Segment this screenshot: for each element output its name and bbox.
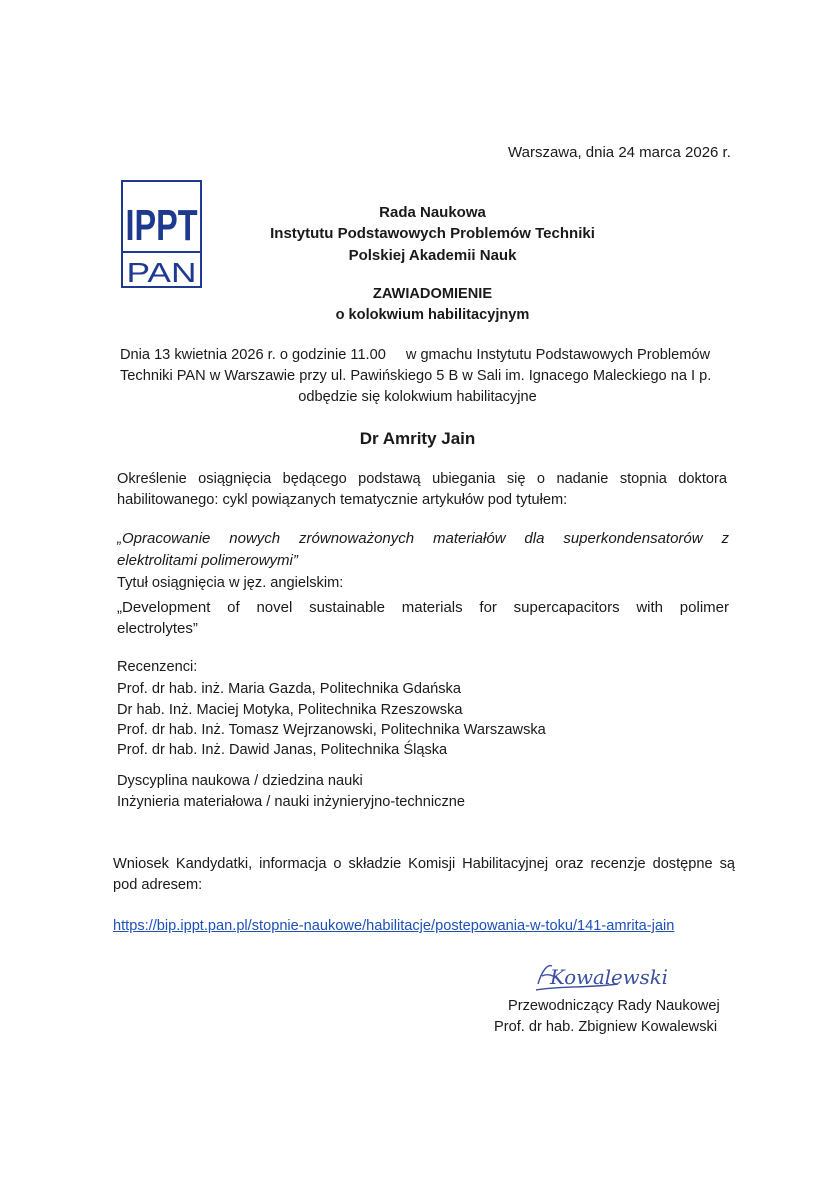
document-date: Warszawa, dnia 24 marca 2026 r. (508, 144, 731, 161)
notice-title: ZAWIADOMIENIE (372, 286, 493, 302)
reviewer-item: Prof. dr hab. Inż. Dawid Janas, Politechnika Śląska (117, 742, 448, 758)
achievement-line-1: Określenie osiągnięcia będącego podstawą ubiegania się o nadanie stopnia doktora (117, 471, 727, 487)
reviewer-item: Prof. dr hab. inż. Maria Gazda, Politechnika Gdańska (117, 681, 461, 697)
handwritten-signature (528, 958, 678, 998)
header-institute: Instytutu Podstawowych Problemów Techniki (270, 225, 595, 242)
application-line-1: Wniosek Kandydatki, informacja o składzie Komisji Habilitacyjnej oraz recenzje dostępne są (113, 856, 735, 872)
discipline-value: Inżynieria materiałowa / nauki inżynieryjno-techniczne (117, 794, 465, 810)
header-council: Rada Naukowa (379, 204, 486, 221)
ippt-pan-logo (121, 180, 202, 288)
application-line-2: pod adresem: (113, 877, 203, 893)
title-pl-line-1: „Opracowanie nowych zrównoważonych materiałów dla superkondensatorów z (117, 530, 729, 547)
logo-bottom-text: PAN (126, 257, 197, 288)
meeting-line-2: Techniki PAN w Warszawie przy ul. Pawińskiego 5 B w Sali im. Ignacego Maleckiego na I p. (120, 368, 712, 384)
discipline-heading: Dyscyplina naukowa / dziedzina nauki (117, 773, 363, 789)
title-en-line-1: „Development of novel sustainable materials for supercapacitors with polimer (117, 599, 729, 616)
reviewer-item: Prof. dr hab. Inż. Tomasz Wejrzanowski, Politechnika Warszawska (117, 722, 546, 738)
notice-subtitle: o kolokwium habilitacyjnym (335, 307, 530, 323)
meeting-location: w gmachu Instytutu Podstawowych Problemów (405, 347, 711, 363)
meeting-line-1 (120, 347, 710, 363)
reviewers-heading: Recenzenci: (117, 659, 198, 675)
logo-top-text: IPPT (125, 201, 198, 250)
title-en-line-2: electrolytes” (117, 620, 198, 637)
bip-link[interactable]: https://bip.ippt.pan.pl/stopnie-naukowe/habilitacje/postepowania-w-toku/141-amrita-jain (113, 918, 675, 934)
achievement-line-2: habilitowanego: cykl powiązanych tematycznie artykułów pod tytułem: (117, 492, 568, 508)
candidate-name: Dr Amrity Jain (359, 429, 476, 448)
signature-text: Kowalewski (549, 965, 668, 989)
title-pl-line-2: elektrolitami polimerowymi” (117, 552, 298, 569)
signatory-role: Przewodniczący Rady Naukowej (508, 998, 720, 1014)
reviewer-item: Dr hab. Inż. Maciej Motyka, Politechnika Rzeszowska (117, 702, 463, 718)
title-en-label: Tytuł osiągnięcia w jęz. angielskim: (117, 575, 344, 591)
meeting-date-time: Dnia 13 kwietnia 2026 r. o godzinie 11.00 (120, 347, 386, 363)
meeting-line-3: odbędzie się kolokwium habilitacyjne (298, 389, 537, 405)
signatory-name: Prof. dr hab. Zbigniew Kowalewski (494, 1019, 718, 1035)
header-academy: Polskiej Akademii Nauk (348, 247, 517, 264)
